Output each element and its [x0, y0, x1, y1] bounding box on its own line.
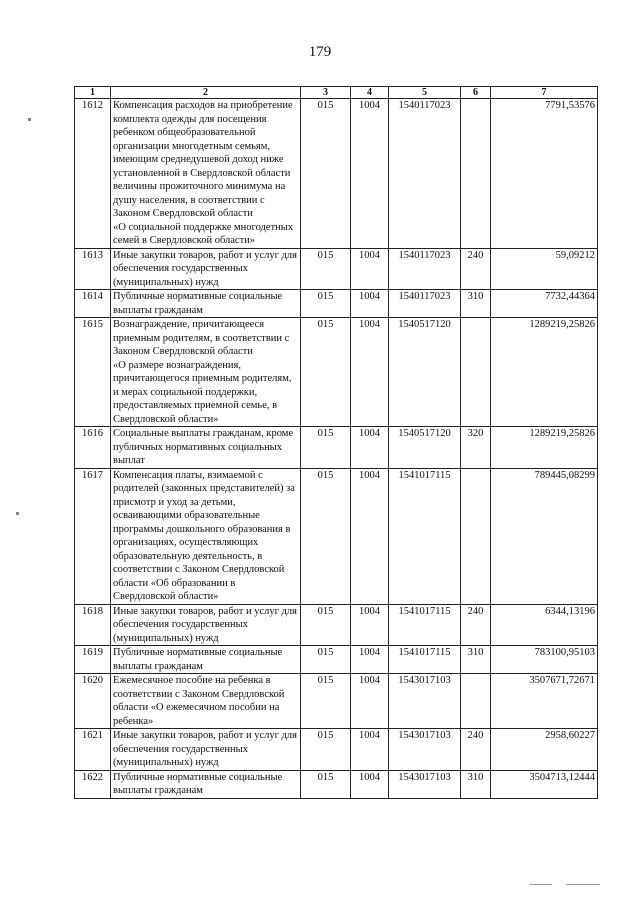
table-row	[75, 427, 598, 469]
code-subsection: 1004	[351, 604, 389, 646]
code-subsection: 1004	[351, 729, 389, 771]
table-row	[75, 468, 598, 604]
code-section: 015	[301, 770, 351, 798]
row-description	[111, 646, 301, 674]
code-target: 1541017115	[389, 468, 461, 604]
code-expense-type: 310	[461, 646, 491, 674]
header-row	[75, 87, 598, 99]
code-expense-type	[461, 318, 491, 427]
description-line: Ежемесячное пособие на ребенка в	[113, 675, 271, 686]
code-expense-type: 240	[461, 248, 491, 290]
code-target: 1543017103	[389, 729, 461, 771]
row-amount: 59,09212	[491, 248, 598, 290]
row-amount: 783100,95103	[491, 646, 598, 674]
description-line: выплаты гражданам	[113, 660, 203, 672]
budget-table	[74, 86, 598, 799]
code-subsection: 1004	[351, 248, 389, 290]
code-subsection: 1004	[351, 290, 389, 318]
row-description	[111, 729, 301, 771]
row-description	[111, 290, 301, 318]
description-line: Вознаграждение, причитающееся	[113, 319, 265, 330]
description-line: обеспечения государственных	[113, 743, 248, 755]
page-number: 179	[308, 44, 332, 60]
code-section: 015	[301, 427, 351, 469]
row-amount: 6344,13196	[491, 604, 598, 646]
code-subsection: 1004	[351, 674, 389, 729]
description-line: Свердловской области»	[113, 591, 219, 602]
code-expense-type: 310	[461, 770, 491, 798]
code-expense-type: 240	[461, 729, 491, 771]
code-expense-type: 240	[461, 604, 491, 646]
table-row	[75, 604, 598, 646]
description-line: присмотр и уход за детьми,	[113, 496, 236, 508]
table-row	[75, 248, 598, 290]
table-row	[75, 290, 598, 318]
code-target: 1540117023	[389, 99, 461, 249]
column-header-7: 7	[491, 87, 598, 99]
code-section: 015	[301, 99, 351, 249]
row-number: 1613	[75, 248, 111, 290]
code-subsection: 1004	[351, 468, 389, 604]
row-number: 1622	[75, 770, 111, 798]
description-line: Публичные нормативные социальные	[113, 647, 283, 658]
description-line: семей в Свердловской области»	[113, 235, 256, 246]
description-line: причитающегося приемным родителям,	[113, 373, 292, 384]
code-subsection: 1004	[351, 318, 389, 427]
description-line: соответствии с Законом Свердловской	[113, 564, 285, 575]
row-description	[111, 770, 301, 798]
description-line: организациях, осуществляющих	[113, 537, 259, 548]
description-line: величины прожиточного минимума на	[113, 181, 286, 192]
description-line: Иные закупки товаров, работ и услуг для	[113, 730, 297, 741]
code-subsection: 1004	[351, 770, 389, 798]
table-body	[75, 99, 598, 799]
row-description	[111, 468, 301, 604]
code-section: 015	[301, 674, 351, 729]
description-line: приемным родителям, в соответствии с	[113, 332, 290, 344]
description-line: родителей (законных представителей) за	[113, 483, 295, 494]
row-amount: 7732,44364	[491, 290, 598, 318]
table-row	[75, 318, 598, 427]
column-header-1: 1	[75, 87, 111, 99]
description-line: (муниципальных) нужд	[113, 632, 219, 644]
column-header-5: 5	[389, 87, 461, 99]
description-line: и мерах социальной поддержки,	[113, 386, 258, 398]
row-number: 1618	[75, 604, 111, 646]
description-line: ребенка»	[113, 715, 154, 727]
description-line: организации многодетным семьям,	[113, 140, 271, 152]
description-line: ребенком общеобразовательной	[113, 127, 256, 138]
row-number: 1619	[75, 646, 111, 674]
row-description	[111, 604, 301, 646]
table-row	[75, 674, 598, 729]
code-target: 1540117023	[389, 248, 461, 290]
description-line: Публичные нормативные социальные	[113, 291, 283, 302]
code-section: 015	[301, 646, 351, 674]
code-target: 1541017115	[389, 646, 461, 674]
description-line: Иные закупки товаров, работ и услуг для	[113, 605, 297, 617]
code-section: 015	[301, 318, 351, 427]
row-number: 1616	[75, 427, 111, 469]
row-number: 1612	[75, 99, 111, 249]
code-section: 015	[301, 248, 351, 290]
description-line: образовательную деятельность, в	[113, 550, 263, 562]
description-line: (муниципальных) нужд	[113, 757, 219, 768]
description-line: (муниципальных) нужд	[113, 276, 219, 288]
description-line: «О социальной поддержке многодетных	[113, 221, 294, 233]
table-row	[75, 99, 598, 249]
description-line: комплекта одежды для посещения	[113, 113, 267, 125]
description-line: душу населения, в соответствии с	[113, 194, 265, 206]
description-line: публичных нормативных социальных	[113, 441, 282, 453]
description-line: выплаты гражданам	[113, 785, 203, 796]
row-number: 1617	[75, 468, 111, 604]
description-line: осваивающими образовательные	[113, 510, 260, 521]
row-description	[111, 318, 301, 427]
footer-dash	[530, 884, 552, 885]
row-number: 1620	[75, 674, 111, 729]
code-expense-type	[461, 674, 491, 729]
code-section: 015	[301, 604, 351, 646]
description-line: предоставляемых приемной семье, в	[113, 400, 278, 411]
code-expense-type	[461, 468, 491, 604]
code-subsection: 1004	[351, 427, 389, 469]
description-line: программы дошкольного образования в	[113, 523, 291, 535]
description-line: Публичные нормативные социальные	[113, 771, 283, 783]
code-subsection: 1004	[351, 646, 389, 674]
description-line: Компенсация расходов на приобретение	[113, 100, 293, 111]
description-line: Законом Свердловской области	[113, 346, 253, 357]
code-section: 015	[301, 468, 351, 604]
row-amount: 3507671,72671	[491, 674, 598, 729]
description-line: имеющим среднедушевой доход ниже	[113, 154, 284, 165]
description-line: Компенсация платы, взимаемой с	[113, 469, 263, 481]
code-expense-type: 320	[461, 427, 491, 469]
description-line: соответствии с Законом Свердловской	[113, 688, 285, 700]
description-line: Законом Свердловской области	[113, 208, 253, 219]
description-line: области «О ежемесячном пособии на	[113, 702, 280, 713]
description-line: выплаты гражданам	[113, 304, 203, 316]
code-target: 1540517120	[389, 318, 461, 427]
row-description	[111, 674, 301, 729]
row-number: 1621	[75, 729, 111, 771]
row-number: 1614	[75, 290, 111, 318]
description-line: выплат	[113, 455, 145, 466]
table-row	[75, 729, 598, 771]
column-header-4: 4	[351, 87, 389, 99]
description-line: Иные закупки товаров, работ и услуг для	[113, 249, 297, 261]
row-description	[111, 427, 301, 469]
description-line: обеспечения государственных	[113, 263, 248, 274]
code-section: 015	[301, 290, 351, 318]
row-amount: 7791,53576	[491, 99, 598, 249]
row-amount: 789445,08299	[491, 468, 598, 604]
code-section: 015	[301, 729, 351, 771]
row-amount: 3504713,12444	[491, 770, 598, 798]
column-header-3: 3	[301, 87, 351, 99]
margin-mark	[16, 512, 19, 515]
row-description	[111, 99, 301, 249]
row-description	[111, 248, 301, 290]
description-line: области «Об образовании в	[113, 577, 236, 589]
description-line: Свердловской области»	[113, 413, 219, 425]
code-subsection: 1004	[351, 99, 389, 249]
table-row	[75, 646, 598, 674]
column-header-6: 6	[461, 87, 491, 99]
row-amount: 1289219,25826	[491, 318, 598, 427]
description-line: Социальные выплаты гражданам, кроме	[113, 428, 294, 439]
footer-dash	[566, 884, 600, 885]
description-line: обеспечения государственных	[113, 619, 248, 630]
description-line: установленной в Свердловской области	[113, 167, 291, 179]
code-target: 1540117023	[389, 290, 461, 318]
code-target: 1540517120	[389, 427, 461, 469]
code-target: 1543017103	[389, 770, 461, 798]
row-number: 1615	[75, 318, 111, 427]
code-expense-type: 310	[461, 290, 491, 318]
row-amount: 2958,60227	[491, 729, 598, 771]
code-target: 1543017103	[389, 674, 461, 729]
code-target: 1541017115	[389, 604, 461, 646]
table-row	[75, 770, 598, 798]
row-amount: 1289219,25826	[491, 427, 598, 469]
column-header-2: 2	[111, 87, 301, 99]
description-line: «О размере вознаграждения,	[113, 359, 241, 371]
margin-mark	[28, 118, 31, 121]
code-expense-type	[461, 99, 491, 249]
